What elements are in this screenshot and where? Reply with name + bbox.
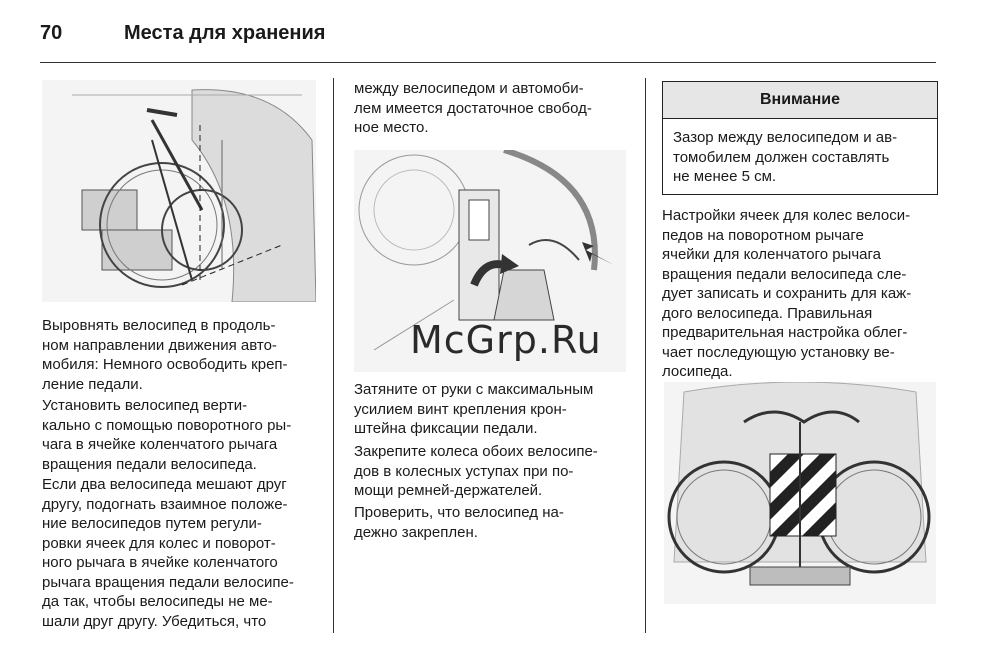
paragraph: между велосипедом и автомоби- лем имеется достаточное свобод- ное место.	[354, 80, 592, 136]
paragraph: Затяните от руки с максимальным усилием винт крепления крон- штейна фиксации педали.	[354, 381, 594, 437]
bike-on-carrier-illustration	[42, 80, 316, 302]
paragraph: Установить велосипед верти- кально с помощью поворотного ры- чага в ячейке коленчатого рычага вращения педали велосипеда.	[42, 397, 292, 473]
page-number: 70	[40, 22, 63, 44]
page-title: Места для хранения	[124, 22, 326, 44]
warning-box	[662, 81, 938, 195]
page-header	[40, 20, 936, 62]
paragraph: Закрепите колеса обоих велосипе- дов в колесных уступах при по- мощи ремней-держателей.	[354, 443, 598, 499]
column-divider-2	[645, 78, 646, 633]
warning-text: Зазор между велосипедом и ав- томобилем должен составлять не менее 5 см.	[673, 129, 898, 185]
paragraph: Выровнять велосипед в продоль- ном направлении движения авто- мобиля: Немного освободить креп- ление педали.	[42, 317, 288, 393]
paragraph: Проверить, что велосипед на- дежно закреплен.	[354, 504, 564, 541]
paragraph: Если два велосипеда мешают друг другу, подогнать взаимное положе- ние велосипедов путем регули- ровки ячеек для колес и поворот- ного рычага в ячейке коленчатого рычага вращения педали велосипе- да так, чтобы велосипеды не ме- шали друг другу. Убедиться, что	[42, 476, 294, 630]
two-bikes-rear-view-illustration	[664, 382, 936, 604]
paragraph: Настройки ячеек для колес велоси- педов на поворотном рычаге ячейки для коленчатого рычага вращения педали велосипеда сле- дует записать и сохранить для каж- дого велосипеда. Правильная предварительная настройка облег- чает последующую установку ве- лосипеда.	[662, 207, 912, 380]
column-divider-1	[333, 78, 334, 633]
warning-title: Внимание	[663, 82, 937, 119]
watermark-text: McGrp.Ru	[410, 318, 602, 362]
header-rule	[40, 62, 936, 63]
